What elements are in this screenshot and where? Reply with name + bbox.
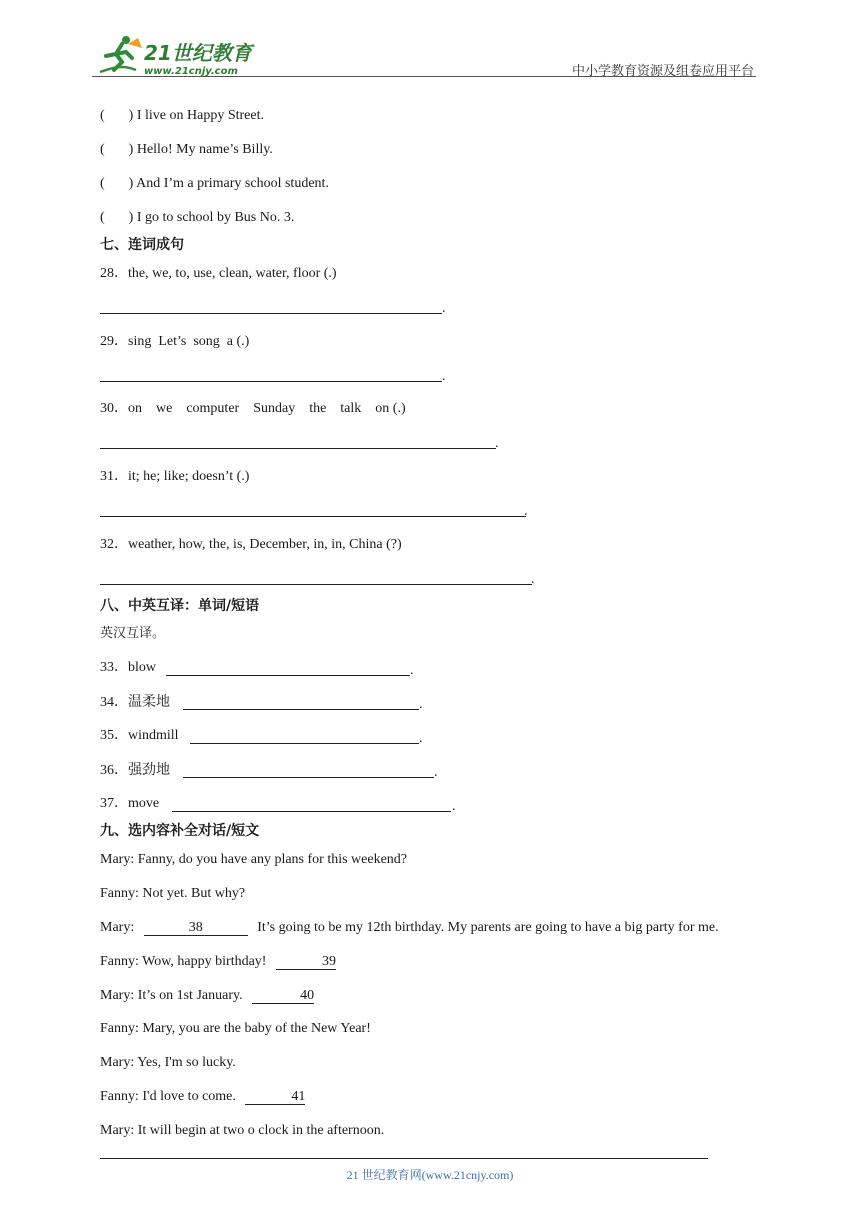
answer-line-31[interactable] <box>100 516 526 517</box>
question-36: 36．强劲地 <box>100 762 170 778</box>
svg-text:www.21cnjy.com: www.21cnjy.com <box>144 66 238 77</box>
question-30: 30．on we computer Sunday the talk on (.) <box>100 401 406 416</box>
question-35: 35．windmill <box>100 728 179 743</box>
answer-line-28[interactable] <box>100 313 442 314</box>
dialogue-line-5: Mary: It’s on 1st January. 40 <box>100 988 315 1003</box>
footer-site-text: 21 世纪教育网(www.21cnjy.com) <box>346 1168 514 1182</box>
question-34: 34．温柔地 <box>100 694 170 710</box>
svg-text:21世纪教育: 21世纪教育 <box>144 41 252 65</box>
dialogue-line-1: Mary: Fanny, do you have any plans for this weekend? <box>100 852 408 867</box>
answer-line-34[interactable] <box>183 709 419 710</box>
section-8-instruction: 英汉互译。 <box>100 626 166 641</box>
section-9-title: 九、选内容补全对话/短文 <box>100 823 260 839</box>
dialogue-line-4: Fanny: Wow, happy birthday! 39 <box>100 954 336 969</box>
dialogue-line-8: Fanny: I'd love to come. 41 <box>100 1089 306 1104</box>
header-platform-name: 中小学教育资源及组卷应用平台 <box>572 64 755 79</box>
answer-period-32: . <box>531 572 535 587</box>
question-33: 33．blow <box>100 660 156 675</box>
dialogue-line-2: Fanny: Not yet. But why? <box>100 886 246 901</box>
ordering-item-2: ( ) Hello! My name’s Billy. <box>100 142 273 157</box>
answer-period-35: . <box>419 731 423 746</box>
answer-line-29[interactable] <box>100 381 442 382</box>
question-28: 28．the, we, to, use, clean, water, floor (.) <box>100 266 337 281</box>
site-logo <box>92 34 262 78</box>
answer-line-36[interactable] <box>183 777 434 778</box>
section-8-title: 八、中英互译：单词/短语 <box>100 598 260 614</box>
footer-divider <box>100 1158 708 1159</box>
blank-41[interactable]: 41 <box>245 1089 305 1105</box>
answer-line-35[interactable] <box>190 743 419 744</box>
ordering-item-1: ( ) I live on Happy Street. <box>100 108 264 123</box>
blank-38[interactable]: 38 <box>144 920 248 936</box>
answer-period-31: . <box>524 504 528 519</box>
answer-period-30: . <box>495 436 499 451</box>
blank-40[interactable]: 40 <box>252 988 314 1004</box>
question-32: 32．weather, how, the, is, December, in, in, China (?) <box>100 537 402 552</box>
dialogue-line-9: Mary: It will begin at two o clock in the afternoon. <box>100 1123 385 1138</box>
answer-period-28: . <box>442 301 446 316</box>
dialogue-line-6: Fanny: Mary, you are the baby of the New Year! <box>100 1021 371 1036</box>
dialogue-line-7: Mary: Yes, I'm so lucky. <box>100 1055 236 1070</box>
question-31: 31．it; he; like; doesn’t (.) <box>100 469 250 484</box>
answer-period-29: . <box>442 369 446 384</box>
blank-39[interactable]: 39 <box>276 954 336 970</box>
answer-line-30[interactable] <box>100 448 496 449</box>
dialogue-line-3: Mary: 38 It’s going to be my 12th birthday. My parents are going to have a big party for me. <box>100 920 719 935</box>
ordering-item-4: ( ) I go to school by Bus No. 3. <box>100 210 295 225</box>
runner-logo-icon <box>100 36 142 72</box>
answer-period-37: . <box>452 799 456 814</box>
question-29: 29．sing Let’s song a (.) <box>100 334 250 349</box>
answer-period-34: . <box>419 697 423 712</box>
section-7-title: 七、连词成句 <box>100 237 184 253</box>
answer-line-33[interactable] <box>166 675 410 676</box>
question-37: 37．move <box>100 796 160 811</box>
answer-period-36: . <box>434 765 438 780</box>
ordering-item-3: ( ) And I’m a primary school student. <box>100 176 329 191</box>
header-divider <box>92 76 756 77</box>
answer-line-37[interactable] <box>172 811 451 812</box>
answer-period-33: . <box>410 663 414 678</box>
answer-line-32[interactable] <box>100 584 532 585</box>
